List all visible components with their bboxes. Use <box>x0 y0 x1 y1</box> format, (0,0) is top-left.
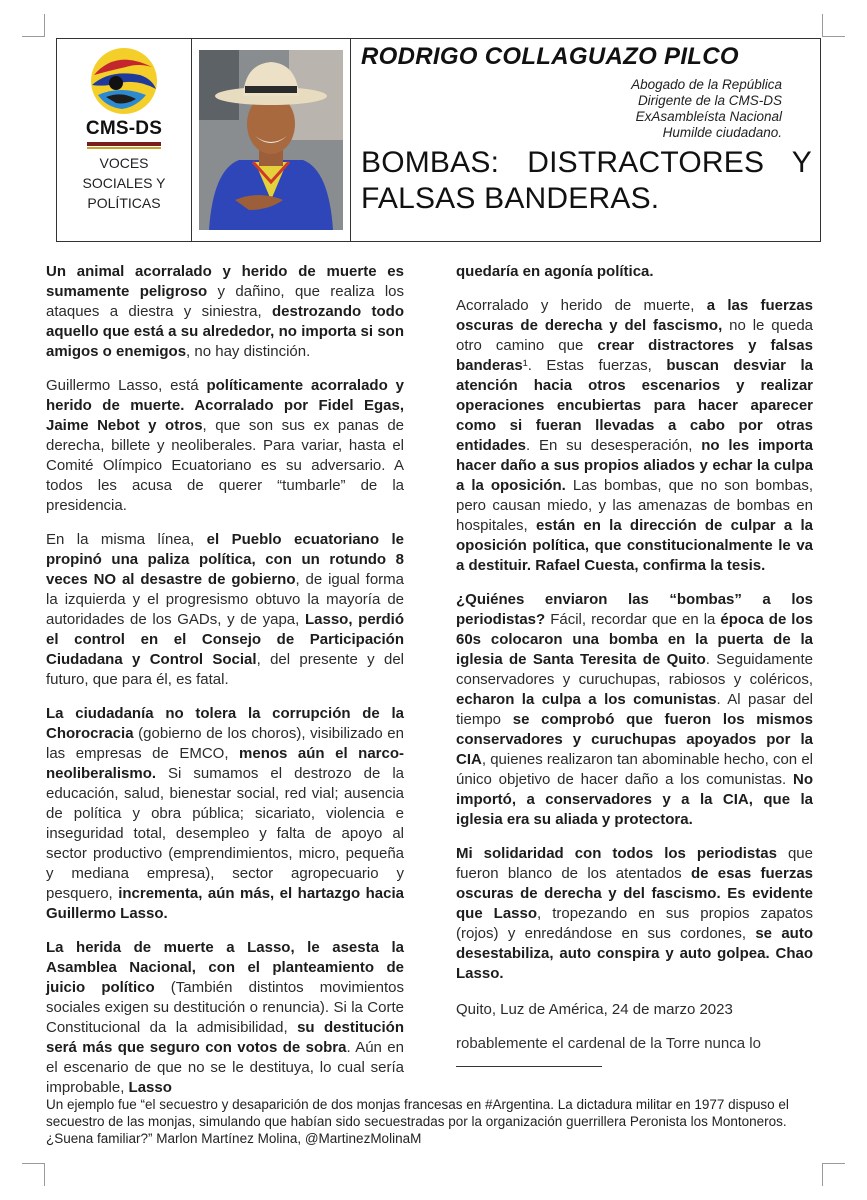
crop-mark-bottom-right <box>822 1163 845 1186</box>
text-run: , no hay distinción. <box>186 343 311 360</box>
bold-run: La herida de muerte a Lasso, le asesta la Asamblea Nacional, con el planteamiento de juicio político <box>46 939 404 996</box>
bold-run: están en la dirección de culpar a la oposición política, que constitucionalmente le va a destituir. Rafael Cuesta, confirma la tesis. <box>456 517 813 574</box>
brand-underline-accent <box>87 147 161 149</box>
author-role: Abogado de la República <box>631 77 782 92</box>
slogan-line: POLÍTICAS <box>87 195 161 211</box>
text-run: , de igual forma la izquierda y el progresismo obtuvo la mayoría de autoridades de los GADs, y de yapa, <box>46 571 404 628</box>
text-run: , del presente y del futuro, que para él, es fatal. <box>46 651 405 688</box>
text-run: . En su desesperación, <box>526 437 702 454</box>
bold-run: el Pueblo ecuatoriano le propinó una paliza política, con un rotundo 8 veces NO al desastre de gobierno <box>46 531 404 588</box>
text-run: En la misma línea, <box>46 531 207 548</box>
slogan-line: VOCES <box>99 155 149 171</box>
text-run: y dañino, que realiza los ataques a diestra y siniestra, <box>46 283 405 320</box>
text-run: no le queda otro camino que <box>456 317 813 354</box>
bold-run: Lasso <box>128 1079 172 1096</box>
article-header <box>56 38 821 242</box>
paragraph <box>456 844 813 984</box>
photo-cell <box>192 39 351 241</box>
text-run: , que son sus ex panas de derecha, billete y neoliberales. Para variar, hasta el Comité Olímpico Ecuatoriano es su adversario. A todos les acusa de querer “tumbarle” de la presidencia. <box>46 417 405 514</box>
right-column <box>456 262 813 1054</box>
text-run: , quienes realizaron tan abominable hecho, con el único objetivo de hacer daño a los comunistas. <box>456 751 813 788</box>
crop-mark-top-left <box>22 14 45 37</box>
text-run: . Seguidamente conservadores y curuchupas, rabiosos y coléricos, <box>456 651 813 688</box>
paragraph <box>456 296 813 576</box>
cms-ds-logo-icon <box>86 45 162 117</box>
bold-run: su destitución será más que seguro con votos de sobra <box>46 1019 404 1056</box>
author-role: Dirigente de la CMS-DS <box>637 93 782 108</box>
text-run: . Aún en el escenario de que no se le destituya, lo cual sería improbable, <box>46 1039 404 1096</box>
bold-run: época de los 60s colocaron una bomba en la puerta de la iglesia de Santa Teresita de Quito <box>456 611 813 668</box>
text-run: . Al pasar del tiempo <box>456 691 814 728</box>
text-run: Acorralado y herido de muerte, <box>456 297 707 314</box>
text-run: , tropezando en sus propios zapatos (rojos) y enredándose en sus cordones, <box>456 905 814 942</box>
logo-cell <box>57 39 192 241</box>
bold-run: menos aún el narco-neoliberalismo. <box>46 745 404 782</box>
text-run: que fueron blanco de los atentados <box>456 845 813 882</box>
bold-run: Lasso, perdió el control en el Consejo de Participación Ciudadana y Control Social <box>46 611 404 668</box>
bold-run: incrementa, aún más, el hartazgo hacia Guillermo Lasso. <box>46 885 405 922</box>
text-run: Guillermo Lasso, está <box>46 377 207 394</box>
text-run: (También distintos movimientos sociales exigen su destitución o renuncia). Si la Corte Constitucional da la admisibilidad, <box>46 979 404 1036</box>
author-roles <box>361 77 782 141</box>
bold-run: no les importa hacer daño a sus propios aliados y echar la culpa a la oposición. <box>456 437 813 494</box>
brand-name: CMS-DS <box>85 118 163 139</box>
bold-run: ¿Quiénes enviaron las “bombas” a los periodistas? <box>456 591 813 628</box>
author-role: ExAsambleísta Nacional <box>635 109 782 124</box>
bold-run: buscan desviar la atención hacia otros escenarios y realizar operaciones encubiertas para hacer aparecer como si fueran llevadas a cabo por otras entidades <box>456 357 813 454</box>
title-cell <box>351 39 820 241</box>
truncated-line: robablemente el cardenal de la Torre nunca lo <box>456 1035 761 1052</box>
text-run: ¹. Estas fuerzas, <box>522 357 667 374</box>
paragraph <box>46 938 404 1098</box>
paragraph <box>46 262 404 362</box>
footnote: Un ejemplo fue “el secuestro y desaparición de dos monjas francesas en #Argentina. La dictadura militar en 1977 dispuso el secuestro de las monjas, simulando que habían sido secuestradas por la organización guerrillera Peronista los Montoneros. ¿Suena familiar?” Marlon Martínez Molina, @MartinezMolinaM <box>46 1097 789 1146</box>
bold-run: La ciudadanía no tolera la corrupción de la Chorocracia <box>46 705 404 742</box>
bold-run: Un animal acorralado y herido de muerte es sumamente peligroso <box>46 263 404 300</box>
text-run: Si sumamos el destrozo de la educación, salud, bienestar social, red vial; ausencia de política y obra pública; sicariato, violencia e inseguridad total, desempleo y falta de apoyo al sector productivo (emprendimientos, micro, pequeña y mediana empresa), sector agropecuario y pesquero, <box>46 765 404 902</box>
bold-run: No importó, a conservadores y a la CIA, que la iglesia era su aliada y protectora. <box>456 771 813 828</box>
bold-run: políticamente acorralado y herido de muerte. Acorralado por Fidel Egas, Jaime Nebot y otros <box>46 377 404 434</box>
bold-run: Mi solidaridad con todos los periodistas <box>456 845 777 862</box>
bold-run: se auto desestabiliza, auto conspira y auto golpea. Chao Lasso. <box>456 925 814 982</box>
author-name: RODRIGO COLLAGUAZO PILCO <box>361 43 739 70</box>
crop-mark-bottom-left <box>22 1163 45 1186</box>
bold-run: crear distractores y falsas banderas <box>456 337 813 374</box>
author-role: Humilde ciudadano. <box>662 125 782 140</box>
crop-mark-top-right <box>822 14 845 37</box>
paragraph <box>456 262 813 282</box>
brand-underline <box>87 142 161 146</box>
footnote-separator <box>456 1066 602 1067</box>
text-run: Fácil, recordar que en la <box>545 611 721 628</box>
bold-run: se comprobó que fueron los mismos conservadores y curuchupas apoyados por la CIA <box>456 711 813 768</box>
bold-run: quedaría en agonía política. <box>456 263 654 280</box>
text-run: Las bombas, que no son bombas, pero causan miedo, y las amenazas de bombas en hospitales, <box>456 477 814 534</box>
paragraph <box>46 376 404 516</box>
paragraph <box>46 704 404 924</box>
text-run: (gobierno de los choros), visibilizado en las empresas de EMCO, <box>46 725 404 762</box>
article-headline: BOMBAS: DISTRACTORES Y FALSAS BANDERAS. <box>361 146 812 215</box>
bold-run: echaron la culpa a los comunistas <box>456 691 717 708</box>
bold-run: destrozando todo aquello que está a su alrededor, no importa si son amigos o enemigos <box>46 303 404 360</box>
signature-line: Quito, Luz de América, 24 de marzo 2023 <box>456 1001 733 1018</box>
slogan-line: SOCIALES Y <box>82 175 166 191</box>
paragraph <box>456 590 813 830</box>
bold-run: a las fuerzas oscuras de derecha y del fascismo, <box>456 297 813 334</box>
slogan <box>82 153 165 213</box>
left-column <box>46 262 404 1112</box>
paragraph <box>46 530 404 690</box>
bold-run: de esas fuerzas oscuras de derecha y del fascismo. Es evidente que Lasso <box>456 865 813 922</box>
author-photo <box>199 50 343 230</box>
